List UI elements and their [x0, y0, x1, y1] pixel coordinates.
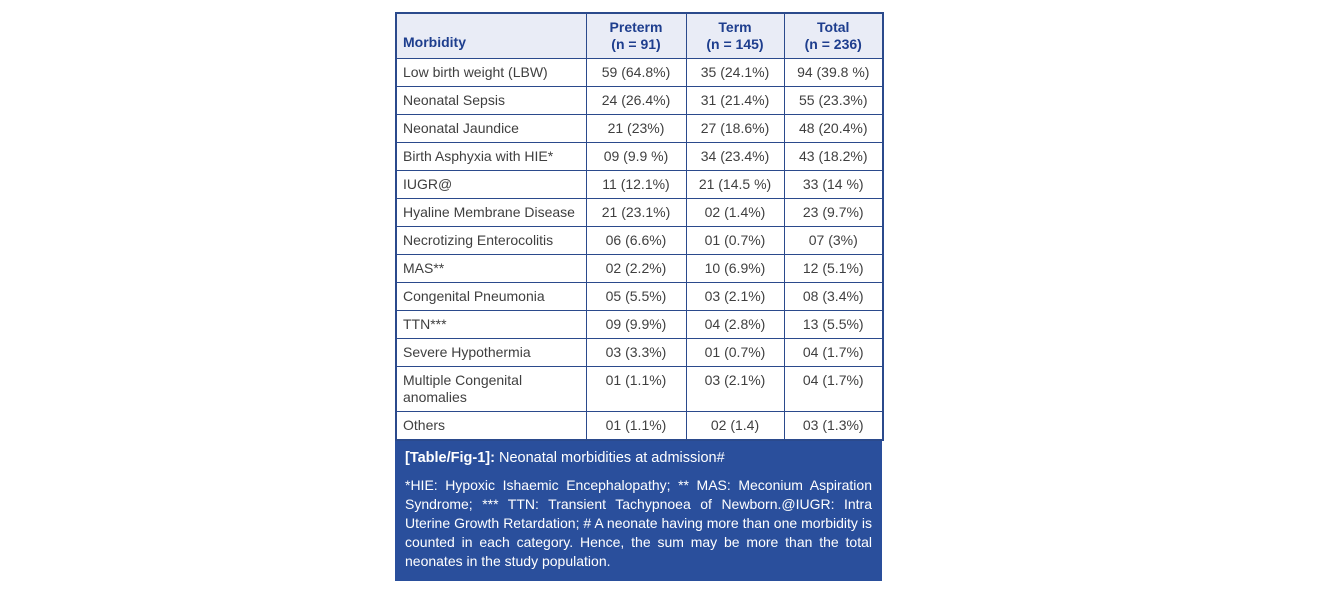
- table-row: [396, 142, 883, 170]
- table-body: [396, 58, 883, 440]
- value-cell: 05 (5.5%): [586, 282, 686, 310]
- morbidity-cell: Necrotizing Enterocolitis: [396, 226, 586, 254]
- value-cell: 48 (20.4%): [784, 114, 883, 142]
- value-cell: 33 (14 %): [784, 170, 883, 198]
- column-header-morbidity: [396, 13, 586, 58]
- table-row: [396, 226, 883, 254]
- figure-caption-label: [Table/Fig-1]:: [405, 449, 495, 466]
- table-row: [396, 114, 883, 142]
- value-cell: 03 (2.1%): [686, 366, 784, 411]
- morbidity-cell: Hyaline Membrane Disease: [396, 198, 586, 226]
- value-cell: 12 (5.1%): [784, 254, 883, 282]
- value-cell: 94 (39.8 %): [784, 58, 883, 86]
- table-header-row: [396, 13, 883, 58]
- column-header-total: [784, 13, 883, 58]
- column-header-sublabel: (n = 145): [706, 35, 764, 52]
- value-cell: 21 (23.1%): [586, 198, 686, 226]
- value-cell: 08 (3.4%): [784, 282, 883, 310]
- value-cell: 03 (2.1%): [686, 282, 784, 310]
- morbidity-cell: Others: [396, 411, 586, 440]
- table-row: [396, 411, 883, 440]
- value-cell: 03 (3.3%): [586, 338, 686, 366]
- figure-caption-panel: [395, 441, 882, 581]
- value-cell: 01 (1.1%): [586, 366, 686, 411]
- value-cell: 10 (6.9%): [686, 254, 784, 282]
- morbidity-cell: IUGR@: [396, 170, 586, 198]
- morbidity-table: [395, 12, 884, 441]
- value-cell: 01 (1.1%): [586, 411, 686, 440]
- value-cell: 35 (24.1%): [686, 58, 784, 86]
- value-cell: 27 (18.6%): [686, 114, 784, 142]
- value-cell: 43 (18.2%): [784, 142, 883, 170]
- table-row: [396, 254, 883, 282]
- value-cell: 55 (23.3%): [784, 86, 883, 114]
- value-cell: 13 (5.5%): [784, 310, 883, 338]
- value-cell: 31 (21.4%): [686, 86, 784, 114]
- morbidity-cell: Neonatal Sepsis: [396, 86, 586, 114]
- table-row: [396, 366, 883, 411]
- value-cell: 01 (0.7%): [686, 226, 784, 254]
- value-cell: 04 (1.7%): [784, 366, 883, 411]
- value-cell: 23 (9.7%): [784, 198, 883, 226]
- table-row: [396, 86, 883, 114]
- morbidity-cell: TTN***: [396, 310, 586, 338]
- column-header-label: Morbidity: [403, 33, 466, 50]
- value-cell: 02 (1.4): [686, 411, 784, 440]
- column-header-label: Preterm: [609, 18, 663, 35]
- table-row: [396, 198, 883, 226]
- value-cell: 21 (23%): [586, 114, 686, 142]
- value-cell: 04 (1.7%): [784, 338, 883, 366]
- value-cell: 59 (64.8%): [586, 58, 686, 86]
- value-cell: 34 (23.4%): [686, 142, 784, 170]
- value-cell: 02 (2.2%): [586, 254, 686, 282]
- table-row: [396, 310, 883, 338]
- figure-caption-text: Neonatal morbidities at admission#: [498, 449, 725, 466]
- morbidity-cell: Low birth weight (LBW): [396, 58, 586, 86]
- value-cell: 01 (0.7%): [686, 338, 784, 366]
- value-cell: 09 (9.9 %): [586, 142, 686, 170]
- table-row: [396, 282, 883, 310]
- morbidity-cell: MAS**: [396, 254, 586, 282]
- value-cell: 24 (26.4%): [586, 86, 686, 114]
- morbidity-cell: Severe Hypothermia: [396, 338, 586, 366]
- value-cell: 21 (14.5 %): [686, 170, 784, 198]
- table-header: [396, 13, 883, 58]
- value-cell: 09 (9.9%): [586, 310, 686, 338]
- column-header-preterm: [586, 13, 686, 58]
- column-header-sublabel: (n = 91): [611, 35, 661, 52]
- value-cell: 11 (12.1%): [586, 170, 686, 198]
- figure-footnote: *HIE: Hypoxic Ishaemic Encephalopathy; ** MAS: Meconium Aspiration Syndrome; *** TTN: Transient Tachypnoea of Newborn.@IUGR: Intra Uterine Growth Retardation; # A neonate having more than one morbidity is counted in each category. Hence, the sum may be more than the total neonates in the study population.: [405, 476, 872, 569]
- column-header-term: [686, 13, 784, 58]
- column-header-label: Total: [817, 18, 850, 35]
- value-cell: 02 (1.4%): [686, 198, 784, 226]
- column-header-sublabel: (n = 236): [804, 35, 862, 52]
- table-row: [396, 170, 883, 198]
- table-figure: [395, 12, 882, 581]
- column-header-label: Term: [718, 18, 752, 35]
- table-row: [396, 58, 883, 86]
- morbidity-cell: Neonatal Jaundice: [396, 114, 586, 142]
- table-row: [396, 338, 883, 366]
- value-cell: 04 (2.8%): [686, 310, 784, 338]
- value-cell: 03 (1.3%): [784, 411, 883, 440]
- morbidity-cell: Birth Asphyxia with HIE*: [396, 142, 586, 170]
- value-cell: 06 (6.6%): [586, 226, 686, 254]
- figure-caption: [405, 449, 872, 468]
- morbidity-cell: Multiple Congenital anomalies: [396, 366, 586, 411]
- value-cell: 07 (3%): [784, 226, 883, 254]
- morbidity-cell: Congenital Pneumonia: [396, 282, 586, 310]
